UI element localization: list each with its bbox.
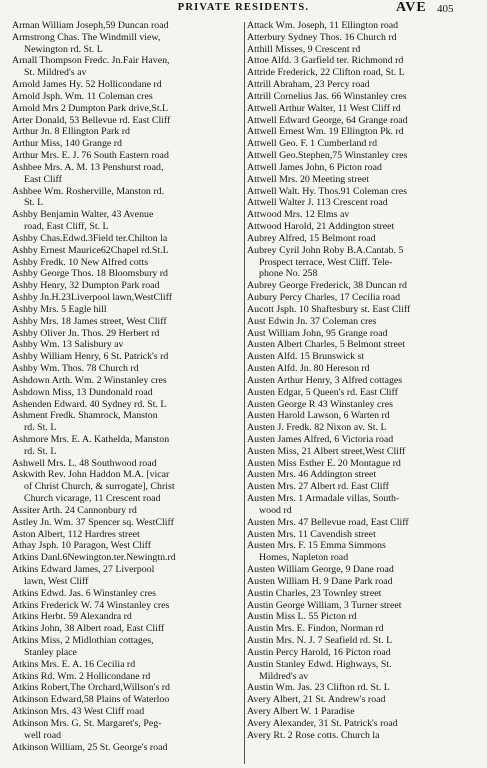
directory-entry-line: Attwell Arthur Walter, 11 West Cliff rd [247, 102, 401, 114]
directory-entry-line: Atkinson William, 25 St. George's road [12, 741, 168, 753]
directory-entry-line: Attwell Geo.Stephen,75 Winstanley cres [247, 150, 408, 162]
directory-entry-line: Austen William H. 9 Dane Park road [247, 575, 393, 587]
directory-entry-line: Atkinson Mrs. 43 West Cliff road [12, 706, 145, 718]
section-abbreviation: AVE [396, 0, 427, 15]
directory-entry-line: Atkins John, 38 Albert road, East Cliff [12, 623, 165, 635]
directory-entry-line: Attack Wm. Joseph, 11 Ellington road [247, 20, 399, 31]
directory-entry-line: Ashby Benjamin Walter, 43 Avenue [12, 209, 154, 221]
directory-entry-line: Ashby Wm. 13 Salisbury av [12, 339, 124, 351]
directory-entry-line: Ashenden Edward. 40 Sydney rd. St. L [12, 398, 167, 410]
directory-entry-line: Ashby Wm. Thos. 78 Church rd [12, 363, 139, 375]
directory-entry-line: Austen Alfd. Jn. 80 Hereson rd [247, 363, 370, 375]
directory-entry-line: Attwell James John, 6 Picton road [247, 161, 382, 173]
left-column [12, 20, 242, 753]
directory-entry-line: Homes, Napleton road [259, 552, 349, 564]
directory-entry-line: Ashby Chas.Edwd.3Field ter.Chilton la [12, 232, 168, 244]
directory-entry-line: Attride Frederick, 22 Clifton road, St. L [247, 67, 405, 79]
directory-entry-line: Austin Stanley Edwd. Highways, St. [247, 658, 392, 670]
directory-entry-line: Atkins Frederick W. 74 Winstanley cres [12, 599, 170, 611]
directory-entry-line: Ashdown Arth. Wm. 2 Winstanley cres [12, 374, 167, 386]
column-divider [244, 22, 245, 764]
directory-entry-line: Attwell Walter J. 113 Crescent road [247, 197, 388, 209]
directory-entry-line: Austen Alfd. 15 Brunswick st [247, 351, 365, 363]
directory-entry-line: Austen Arthur Henry, 3 Alfred cottages [247, 374, 403, 386]
directory-entry-line: Austin George William, 3 Turner street [247, 599, 402, 611]
directory-entry-line: Astley Jn. Wm. 37 Spencer sq. WestCliff [12, 516, 174, 528]
directory-entry-line: Aust Edwin Jn. 37 Coleman cres [247, 315, 377, 327]
directory-entry-line: Austen Mrs. F. 15 Emma Simmons [247, 540, 386, 552]
directory-entry-line: road, East Cliff, St. L [24, 221, 109, 233]
directory-entry-line: lawn, West Cliff [24, 575, 89, 587]
directory-entry-line: Attwell Walt. Hy. Thos.91 Coleman cres [247, 185, 408, 197]
directory-entry-line: Arman William Joseph,59 Duncan road [12, 20, 169, 31]
directory-entry-line: Ashby Jn.H.23Liverpool lawn,WestCliff [12, 292, 173, 304]
directory-entry-line: Ashby George Thos. 18 Bloomsbury rd [12, 268, 168, 280]
directory-entry-line: St. Mildred's av [24, 67, 87, 79]
directory-entry-line: Ashby Oliver Jn. Thos. 29 Herbert rd [12, 327, 160, 339]
directory-entry-line: Atkins Miss, 2 Midlothian cottages, [12, 635, 154, 647]
directory-entry-line: Ashment Fredk. Shamrock, Manston [12, 410, 158, 422]
directory-entry-line: Newington rd. St. L [24, 43, 103, 55]
directory-entry-line: Askwith Rev. John Haddon M.A. [vicar [12, 469, 170, 481]
directory-entry-line: Ashbee Wm. Rosherville, Manston rd. [12, 185, 165, 197]
directory-entry-line: Church vicarage, 11 Crescent road [24, 493, 161, 505]
directory-entry-line: Athay Jsph. 10 Paragon, West Cliff [12, 540, 152, 552]
directory-entry-line: rd. St. L [24, 422, 57, 434]
directory-entry-line: Ashwell Mrs. L. 48 Southwood road [12, 457, 157, 469]
directory-entry-line: Austin Mrs. N. J. 7 Seafield rd. St. L [247, 635, 393, 647]
directory-entry-line: Attwood Harold, 21 Addington street [247, 221, 395, 233]
directory-entry-line: Austen Miss, 21 Albert street,West Cliff [247, 445, 406, 457]
directory-entry-line: Arthur Mrs. E. J. 76 South Eastern road [12, 150, 169, 162]
directory-entry-line: Atthill Misses, 9 Crescent rd [247, 43, 361, 55]
directory-entry-line: Austin Percy Harold, 16 Picton road [247, 646, 391, 658]
directory-entry-line: Ashdown Miss, 13 Dundonald road [12, 386, 153, 398]
directory-entry-line: Mildred's av [259, 670, 309, 682]
directory-entry-line: Aust William John, 95 Grange road [247, 327, 388, 339]
directory-entry-line: Attwell Geo. F. 1 Cumberland rd [247, 138, 378, 150]
directory-entry-line: Attrill Cornelius Jas. 66 Winstanley cres [247, 90, 407, 102]
page-header [0, 0, 487, 19]
directory-entry-line: Attwell Ernest Wm. 19 Ellington Pk. rd [247, 126, 404, 138]
directory-entry-line: Ashby Mrs. 5 Eagle hill [12, 303, 107, 315]
directory-entry-line: Arthur Miss, 140 Grange rd [12, 138, 122, 150]
right-column [247, 20, 479, 742]
directory-entry-line: Ashby Fredk. 10 New Alfred cotts [12, 256, 149, 268]
directory-entry-line: Ashby Ernest Maurice62Chapel rd.St.L [12, 244, 169, 256]
directory-entry-line: Austen James Alfred, 6 Victoria road [247, 433, 394, 445]
directory-entry-line: well road [24, 729, 62, 741]
directory-entry-line: Atkins Edward James, 27 Liverpool [12, 564, 155, 576]
directory-entry-line: Aubrey Cyril John Roby B.A.Cantab. 5 [247, 244, 404, 256]
directory-entry-line: rd. St. L [24, 445, 57, 457]
directory-entry-line: Austen George R 43 Winstanley cres [247, 398, 393, 410]
directory-entry-line: Atkins Robert,The Orchard,Willson's rd [12, 682, 170, 694]
directory-entry-line: Aubrey George Frederick, 38 Duncan rd [247, 280, 407, 292]
directory-entry-line: Stanley place [24, 646, 77, 658]
page-number: 405 [437, 3, 454, 15]
directory-entry-line: Atkins Edwd. Jas. 6 Winstanley cres [12, 587, 156, 599]
directory-entry-line: Austin Wm. Jas. 23 Clifton rd. St. L [247, 682, 390, 694]
directory-entry-line: of Christ Church, & surrogate], Christ [24, 481, 175, 493]
directory-entry-line: Austen Mrs. 47 Bellevue road, East Cliff [247, 516, 409, 528]
directory-entry-line: Aston Albert, 112 Hardres street [12, 528, 140, 540]
directory-entry-line: Armstrong Chas. The Windmill view, [12, 31, 161, 43]
directory-entry-line: Aubury Percy Charles, 17 Cecilia road [247, 292, 401, 304]
directory-entry-line: Atkins Mrs. E. A. 16 Cecilia rd [12, 658, 136, 670]
directory-entry-line: Arnold James Hy. 52 Hollicondane rd [12, 79, 162, 91]
directory-entry-line: East Cliff [24, 173, 62, 185]
directory-entry-line: Ashmore Mrs. E. A. Kathelda, Manston [12, 433, 170, 445]
directory-entry-line: Atkins Herbt. 59 Alexandra rd [12, 611, 132, 623]
directory-entry-line: Arthur Jn. 8 Ellington Park rd [12, 126, 130, 138]
directory-entry-line: Austin Mrs. E. Findon, Norman rd [247, 623, 384, 635]
directory-entry-line: Arnold Mrs 2 Dumpton Park drive,St.L [12, 102, 169, 114]
directory-entry-line: Avery Albert, 21 St. Andrew's road [247, 694, 386, 706]
directory-entry-line: Aubrey Alfred, 15 Belmont road [247, 232, 376, 244]
directory-entry-line: Austin Charles, 23 Townley street [247, 587, 382, 599]
directory-entry-line: Austen Edgar, 5 Queen's rd. East Cliff [247, 386, 398, 398]
directory-entry-line: Atterbury Sydney Thos. 16 Church rd [247, 31, 397, 43]
directory-entry-line: Ashbee Mrs. A. M. 13 Penshurst road, [12, 161, 164, 173]
directory-entry-line: Attwell Mrs. 20 Meeting street [247, 173, 370, 185]
directory-entry-line: Aucott Jsph. 10 Shaftesbury st. East Cliff [247, 303, 411, 315]
directory-entry-line: Prospect terrace, West Cliff. Tele- [259, 256, 393, 268]
directory-entry-line: Ashby William Henry, 6 St. Patrick's rd [12, 351, 169, 363]
directory-entry-line: Austen William George, 9 Dane road [247, 564, 394, 576]
directory-entry-line: wood rd [259, 504, 292, 516]
directory-entry-line: Austen Mrs. 1 Armadale villas, South- [247, 493, 400, 505]
directory-entry-line: Austen Albert Charles, 5 Belmont street [247, 339, 405, 351]
directory-entry-line: Austen Mrs. 11 Cavendish street [247, 528, 376, 540]
directory-entry-line: Atkinson Edward,58 Plains of Waterloo [12, 694, 170, 706]
directory-entry-line: Atkinson Mrs. G. St. Margaret's, Peg- [12, 717, 162, 729]
directory-entry-line: Assiter Arth. 24 Cannonbury rd [12, 504, 137, 516]
directory-entry-line: Arter Donald, 53 Bellevue rd. East Cliff [12, 114, 171, 126]
directory-entry-line: St. L [24, 197, 44, 209]
directory-entry-line: Attrill Abraham, 23 Percy road [247, 79, 370, 91]
directory-entry-line: Attwell Edward George, 64 Grange road [247, 114, 408, 126]
directory-entry-line: Atkins Rd. Wm. 2 Hollicondane rd [12, 670, 151, 682]
directory-entry-line: Avery Albert W. 1 Paradise [247, 706, 355, 718]
directory-entry-line: phone No. 258 [259, 268, 318, 280]
directory-entry-line: Avery Rt. 2 Rose cotts. Church la [247, 729, 380, 741]
directory-entry-line: Ashby Mrs. 18 James street, West Cliff [12, 315, 167, 327]
directory-entry-line: Arnold Jsph. Wm. 11 Coleman cres [12, 90, 153, 102]
directory-entry-line: Austen Harold Lawson, 6 Warten rd [247, 410, 390, 422]
directory-entry-line: Avery Alexander, 31 St. Patrick's road [247, 717, 398, 729]
directory-entry-line: Arnall Thompson Fredc. Jn.Fair Haven, [12, 55, 170, 67]
directory-entry-line: Atkins Danl.6Newington.ter.Newingtn.rd [12, 552, 176, 564]
directory-entry-line: Ashby Henry, 32 Dumpton Park road [12, 280, 160, 292]
directory-entry-line: Austen Miss Esther E. 20 Montague rd [247, 457, 401, 469]
directory-entry-line: Austin Miss L. 55 Picton rd [247, 611, 357, 623]
directory-entry-line: Attoe Alfd. 3 Garfield ter. Richmond rd [247, 55, 404, 67]
page-title: PRIVATE RESIDENTS. [177, 2, 310, 13]
directory-entry-line: Austen Mrs. 46 Addington street [247, 469, 377, 481]
directory-entry-line: Attwood Mrs. 12 Elms av [247, 209, 350, 221]
directory-entry-line: Austen Mrs. 27 Albert rd. East Cliff [247, 481, 389, 493]
directory-entry-line: Austen J. Fredk. 82 Nixon av. St. L [247, 422, 387, 434]
